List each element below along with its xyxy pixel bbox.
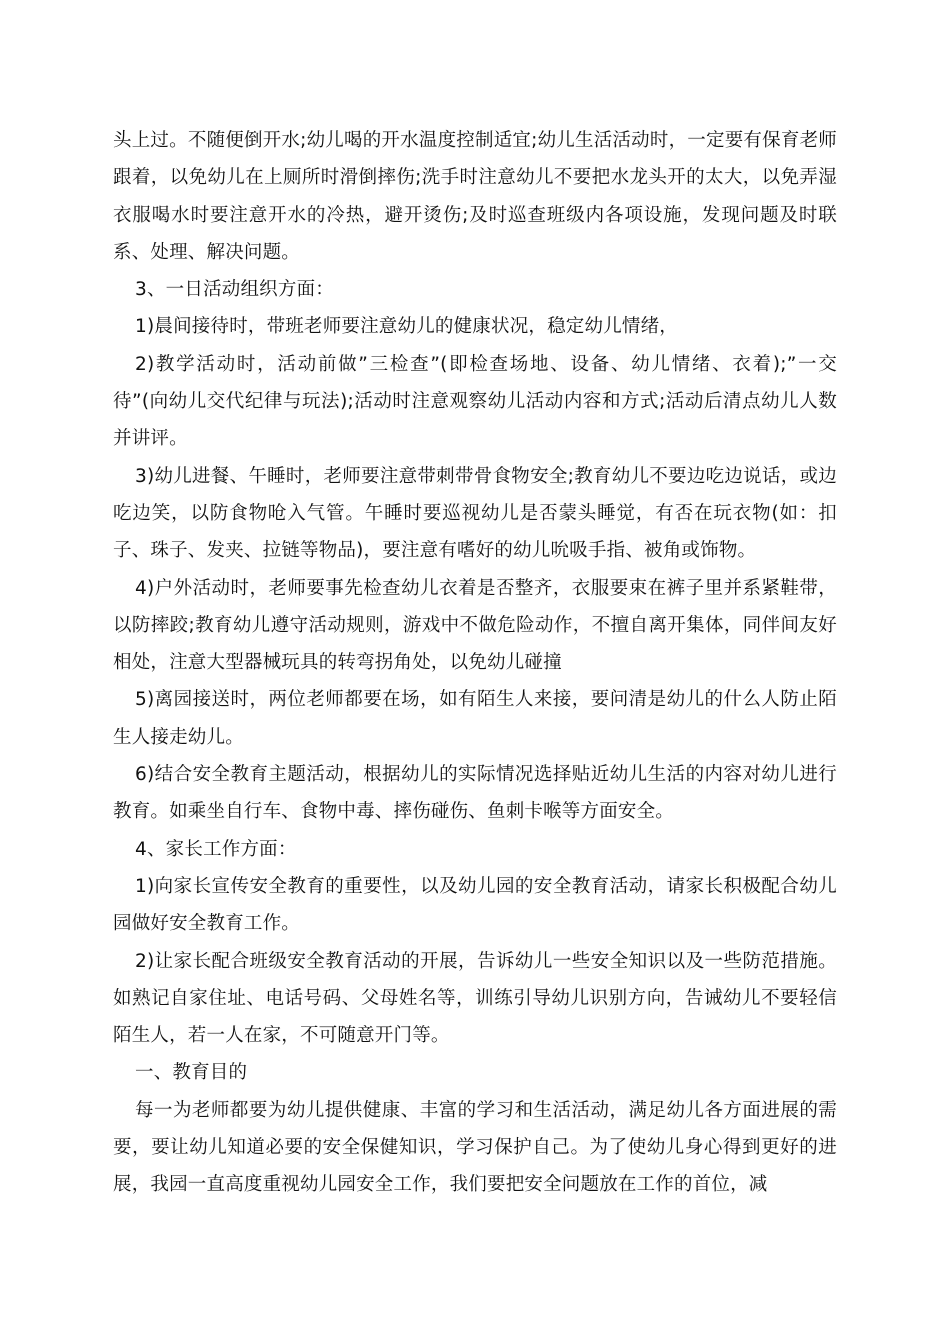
- document-page: [113, 122, 837, 1204]
- list-item-parent-publicity: 1)向家长宣传安全教育的重要性，以及幼儿园的安全教育活动，请家长积极配合幼儿园做好安全教育工作。: [113, 875, 837, 935]
- list-item-pickup: 5)离园接送时，两位老师都要在场，如有陌生人来接，要问清是幼儿的什么人防止陌生人接走幼儿。: [113, 689, 837, 748]
- list-item-safety-theme: 6)结合安全教育主题活动，根据幼儿的实际情况选择贴近幼儿生活的内容对幼儿进行教育。如乘坐自行车、食物中毒、摔伤碰伤、鱼刺卡喉等方面安全。: [113, 764, 837, 823]
- list-item-morning-reception: 1)晨间接待时，带班老师要注意幼儿的健康状况，稳定幼儿情绪，: [135, 316, 678, 338]
- paragraph-continuation: 头上过。不随便倒开水;幼儿喝的开水温度控制适宜;幼儿生活活动时，一定要有保育老师跟着，以免幼儿在上厕所时滑倒摔伤;洗手时注意幼儿不要把水龙头开的太大，以免弄湿衣服喝水时要注意开水的冷热，避开烫伤;及时巡查班级内各项设施，发现问题及时联系、处理、解决问题。: [113, 130, 837, 263]
- section-heading-education-goal: 一、教育目的: [135, 1062, 248, 1084]
- list-item-meals-nap: 3)幼儿进餐、午睡时，老师要注意带刺带骨食物安全;教育幼儿不要边吃边说话，或边吃边笑，以防食物呛入气管。午睡时要巡视幼儿是否蒙头睡觉，有否在玩衣物(如：扣子、珠子、发夹、拉链等物品)，要注意有嗜好的幼儿吮吸手指、被角或饰物。: [113, 465, 837, 562]
- list-item-outdoor-activities: 4)户外活动时，老师要事先检查幼儿衣着是否整齐，衣服要束在裤子里并系紧鞋带，以防摔跤;教育幼儿遵守活动规则，游戏中不做危险动作，不擅自离开集体，同伴间友好相处，注意大型器械玩具的转弯拐角处，以免幼儿碰撞: [113, 577, 837, 674]
- paragraph-education-goal: 每一为老师都要为幼儿提供健康、丰富的学习和生活活动，满足幼儿各方面进展的需要，要让幼儿知道必要的安全保健知识，学习保护自己。为了使幼儿身心得到更好的进展，我园一直高度重视幼儿园安全工作，我们要把安全问题放在工作的首位，减: [113, 1099, 837, 1196]
- section-heading-parent-work: 4、家长工作方面：: [135, 838, 297, 860]
- section-heading-daily-activities: 3、一日活动组织方面：: [135, 279, 334, 301]
- list-item-teaching-activities: 2)教学活动时，活动前做”三检查”(即检查场地、设备、幼儿情绪、衣着);”一交待”(向幼儿交代纪律与玩法);活动时注意观察幼儿活动内容和方式;活动后清点幼儿人数并讲评。: [113, 353, 837, 450]
- list-item-parent-cooperation: 2)让家长配合班级安全教育活动的开展，告诉幼儿一些安全知识以及一些防范措施。如熟记自家住址、电话号码、父母姓名等，训练引导幼儿识别方向，告诫幼儿不要轻信陌生人，若一人在家，不可随意开门等。: [113, 950, 837, 1047]
